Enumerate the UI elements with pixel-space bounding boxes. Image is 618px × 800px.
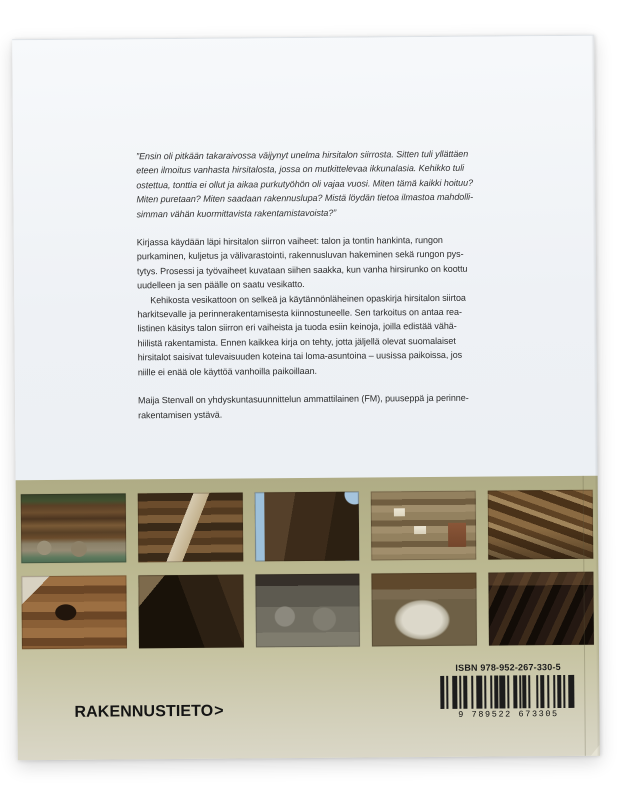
photo-salvaged-timber-pile xyxy=(488,490,593,560)
barcode-space xyxy=(574,675,576,708)
publisher-logo-text: RAKENNUSTIETO xyxy=(74,702,214,721)
ean-barcode xyxy=(440,675,576,709)
photo-white-foundation-stone xyxy=(372,573,477,647)
cover-paragraph: Kehikosta vesikattoon on selkeä ja käytännönläheinen opaskirja hirsitalon siirtoa harkitsevalle ja perinnerakentamisesta kiinnostuneelle. Sen tarkoitus on antaa rea- listinen käsitys talon siirron eri vaiheista ja tuoda esiin keinoja, joilla edistää vähä- hiilistä rakentamista. Ennen kaikkea kirja on tehty, jotta jäljellä olevat suomalaiset hirsitalot saisivat tulevaisuuden koteina tai loma-asuntoina – uusissa paikoissa, jos niille ei enää ole käyttöä vanhoilla paikoillaan. xyxy=(137,292,466,378)
photo-log-corner-joint xyxy=(21,575,126,649)
photo-log-gable-against-sky xyxy=(254,492,359,562)
cover-paragraph: Kirjassa käydään läpi hirsitalon siirron vaiheet: talon ja tontin hankinta, rungon purkaminen, kuljetus ja välivarastointi, rakennusluvan hakeminen sekä rungon pys- tytys. Prosessi ja työvaiheet kuvataan siihen saakka, kun vanha hirsirunko on koottu uudelleen ja sen päälle on saatu vesikatto. xyxy=(136,234,468,291)
photo-stone-foundation-blocks xyxy=(255,574,360,648)
isbn-block xyxy=(438,662,578,720)
chevron-right-icon: > xyxy=(214,702,224,720)
isbn-number: ISBN 978-952-267-330-5 xyxy=(455,662,561,673)
barcode-digits: 9 789522 673305 xyxy=(458,709,559,720)
photo-row-top xyxy=(16,490,599,564)
photo-band xyxy=(16,476,600,761)
book-back-cover xyxy=(12,35,600,761)
cover-paragraph: Maija Stenvall on yhdyskuntasuunnittelun ammattilainen (FM), puuseppä ja perinne- rakentamisen ystävä. xyxy=(137,392,469,420)
photo-old-dark-timbers xyxy=(489,572,594,646)
cover-paragraph: ”Ensin oli pitkään takaraivossa väijynyt unelma hirsitalon siirrosta. Sitten tuli yllättäen eteen ilmoitus vanhasta hirsitalosta, jossa on mutkittelevaa ikkunalasia. Kehikko tuli ostettua, tonttia ei ollut ja aikaa purkutyöhön oli vajaa vuosi. Miten tämä kaikki hoituu? Miten puretaan? Miten saadaan rakennuslupa? Mistä löydän tietoa ilmastoa mahdolli- simman vähän kuormittavista rakentamistavoista?” xyxy=(136,148,474,219)
photo-row-bottom xyxy=(16,572,599,650)
photo-dark-timber-frame xyxy=(138,575,243,649)
publisher-logo xyxy=(74,703,223,722)
photo-numbered-log-wall xyxy=(371,491,476,561)
photo-stacked-logs-on-stones xyxy=(21,493,126,563)
cover-text-panel xyxy=(12,36,597,481)
back-cover-text xyxy=(136,146,536,422)
photo-log-beam-diagonal xyxy=(138,493,243,563)
